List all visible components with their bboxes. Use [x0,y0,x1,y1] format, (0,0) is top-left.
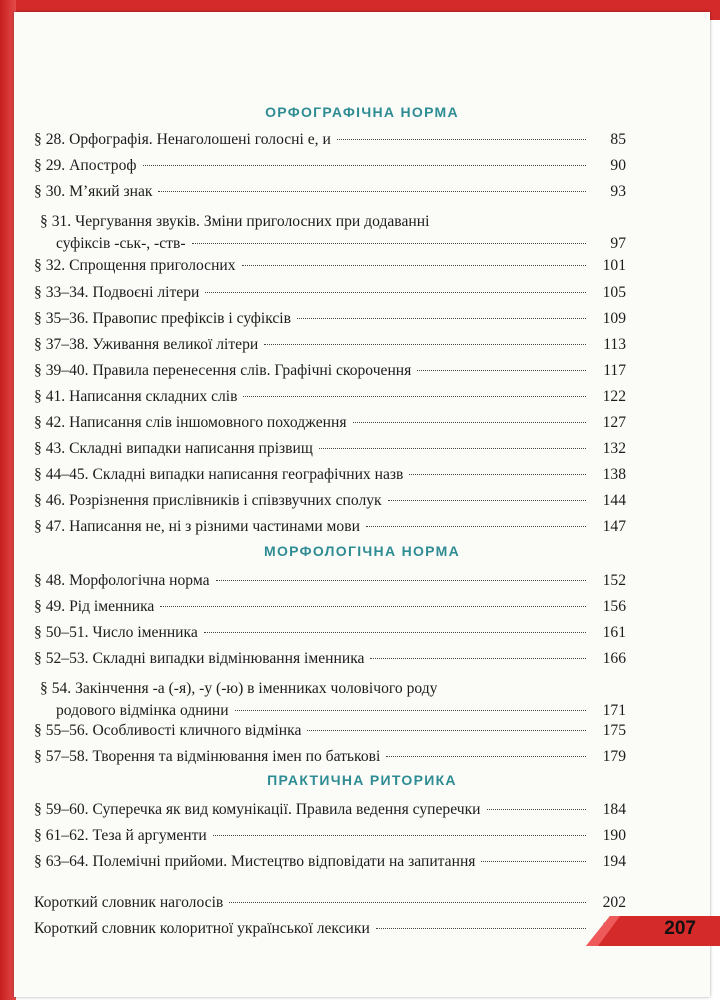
toc-page-number: 166 [602,650,626,667]
dot-leader [353,422,587,423]
toc-entry [34,360,626,382]
toc-row [34,181,626,203]
toc-entry [34,386,626,408]
dot-leader [409,474,586,475]
dot-leader [205,292,586,293]
toc-entry [34,746,626,768]
dot-leader [487,809,586,810]
toc-row [34,464,626,486]
toc-row [34,360,626,382]
toc-row [34,233,626,255]
toc-page-number: 132 [602,440,626,457]
toc-row [34,700,626,722]
dot-leader [213,835,586,836]
toc-row [34,412,626,434]
toc-page-number: 85 [610,131,626,148]
dot-leader [388,500,586,501]
toc-entry [34,825,626,847]
toc-entry-title: § 49. Рід іменника [34,598,155,615]
toc-page-number: 101 [602,257,626,274]
toc-entry-title: § 28. Орфографія. Ненаголошені голосні е, и [34,131,331,148]
toc-entry [34,648,626,670]
dot-leader [160,606,586,607]
toc-row [34,129,626,151]
toc-entry [34,622,626,644]
toc-entry [34,412,626,434]
section-heading: ПРАКТИЧНА РИТОРИКА [267,772,457,788]
toc-entry [34,464,626,486]
toc-page-number: 90 [610,157,626,174]
toc-entry [34,570,626,592]
toc-entry-title: § 42. Написання слів іншомовного походження [34,414,347,431]
toc-page-number: 179 [602,748,626,765]
section-heading: МОРФОЛОГІЧНА НОРМА [263,543,460,559]
toc-entry [34,490,626,512]
toc-entry [34,720,626,742]
dot-leader [307,730,586,731]
toc-page-number: 97 [610,235,626,252]
page-number: 207 [664,918,696,939]
dot-leader [337,139,586,140]
toc-page-number: 122 [602,388,626,405]
toc-entry-title: § 41. Написання складних слів [34,388,238,405]
toc-entry [34,155,626,177]
toc-row [34,438,626,460]
toc-page-number: 184 [602,801,626,818]
toc-entry-title: Короткий словник колоритної української лексики [34,920,370,937]
dot-leader [243,396,586,397]
toc-page-number: 144 [602,492,626,509]
dot-leader [229,902,586,903]
toc-entry-title: § 43. Складні випадки написання прізвищ [34,440,313,457]
toc-entry-title: § 63–64. Полемічні прийоми. Мистецтво відповідати на запитання [34,853,476,870]
toc-entry-title: § 48. Морфологічна норма [34,572,210,589]
toc-entry-title: § 31. Чергування звуків. Зміни приголосних при додаванні [40,213,430,230]
toc-page-number: 105 [602,284,626,301]
dot-leader [216,580,586,581]
dot-leader [386,756,586,757]
toc-entry-title: суфіксів -ськ-, -ств- [56,235,186,252]
toc-entry-title: родового відмінка однини [56,702,229,719]
toc-entry-title: § 59–60. Суперечка як вид комунікації. Правила ведення суперечки [34,801,481,818]
toc-page-number: 156 [602,598,626,615]
toc-page-number: 161 [602,624,626,641]
toc-row [34,308,626,330]
toc-row [34,622,626,644]
toc-entry [34,438,626,460]
toc-row [34,334,626,356]
toc-entry-title: § 30. М’який знак [34,183,153,200]
toc-row [34,596,626,618]
dot-leader [192,243,586,244]
toc-entry-title: § 61–62. Теза й аргументи [34,827,207,844]
toc-entry [34,678,626,722]
dot-leader [235,710,586,711]
page-number-ribbon [580,912,720,946]
toc-row [34,746,626,768]
toc-entry [34,892,626,914]
toc-row [34,851,626,873]
toc-row [34,516,626,538]
toc-page-number: 147 [602,518,626,535]
toc-entry-title: § 54. Закінчення -а (-я), -у (-ю) в іменниках чоловічого роду [40,680,438,697]
toc-page-number: 202 [602,894,626,911]
toc-row [34,386,626,408]
toc-entry [34,918,626,940]
toc-row [34,720,626,742]
toc-page-number: 93 [610,183,626,200]
dot-leader [158,191,586,192]
toc-entry-title: § 47. Написання не, ні з різними частинами мови [34,518,360,535]
toc-row [34,490,626,512]
toc-page-number: 171 [602,702,626,719]
dot-leader [204,632,586,633]
toc-row [34,255,626,277]
toc-entry-title: § 52–53. Складні випадки відмінювання іменника [34,650,365,667]
toc-page-number: 152 [602,572,626,589]
dot-leader [366,526,586,527]
section-heading: ОРФОГРАФІЧНА НОРМА [265,104,459,120]
toc-entry [34,334,626,356]
dot-leader [319,448,586,449]
toc-page-number: 190 [602,827,626,844]
toc-row [34,648,626,670]
toc-entry [34,255,626,277]
dot-leader [242,265,586,266]
toc-entry-title: § 37–38. Уживання великої літери [34,336,259,353]
toc-entry [34,799,626,821]
toc-page-number: 127 [602,414,626,431]
dot-leader [376,928,586,929]
dot-leader [264,344,586,345]
toc-entry-title: § 46. Розрізнення прислівників і співзвучних сполук [34,492,382,509]
toc-entry-title: Короткий словник наголосів [34,894,224,911]
toc-entry [34,516,626,538]
dot-leader [481,861,586,862]
toc-entry-title: § 44–45. Складні випадки написання географічних назв [34,466,404,483]
dot-leader [143,165,586,166]
toc-row [34,282,626,304]
toc-page-number: 113 [603,336,626,353]
toc-entry-title: § 35–36. Правопис префіксів і суфіксів [34,310,292,327]
toc-entry-title: § 29. Апостроф [34,157,137,174]
toc-page-number: 175 [602,722,626,739]
toc-entry-title: § 50–51. Число іменника [34,624,198,641]
toc-entry-title: § 32. Спрощення приголосних [34,257,236,274]
toc-row [34,918,626,940]
toc-page-number: 117 [603,362,626,379]
toc-row [34,799,626,821]
dot-leader [370,658,586,659]
toc-row [34,825,626,847]
toc-entry-title: § 57–58. Творення та відмінювання імен по батькові [34,748,381,765]
toc-entry [34,308,626,330]
toc-entry-title: § 55–56. Особливості кличного відмінка [34,722,302,739]
toc-page-number: 194 [602,853,626,870]
dot-leader [297,318,586,319]
toc-entry [34,129,626,151]
toc-page-number: 109 [602,310,626,327]
toc-entry [34,181,626,203]
toc-entry [34,596,626,618]
toc-row [34,892,626,914]
dot-leader [417,370,586,371]
toc-entry [34,851,626,873]
toc-page-number: 138 [602,466,626,483]
toc-row [34,570,626,592]
toc-entry-title: § 39–40. Правила перенесення слів. Графічні скорочення [34,362,412,379]
toc-entry [34,211,626,255]
toc-entry-title: § 33–34. Подвоєні літери [34,284,200,301]
toc-row [34,155,626,177]
toc-entry [34,282,626,304]
